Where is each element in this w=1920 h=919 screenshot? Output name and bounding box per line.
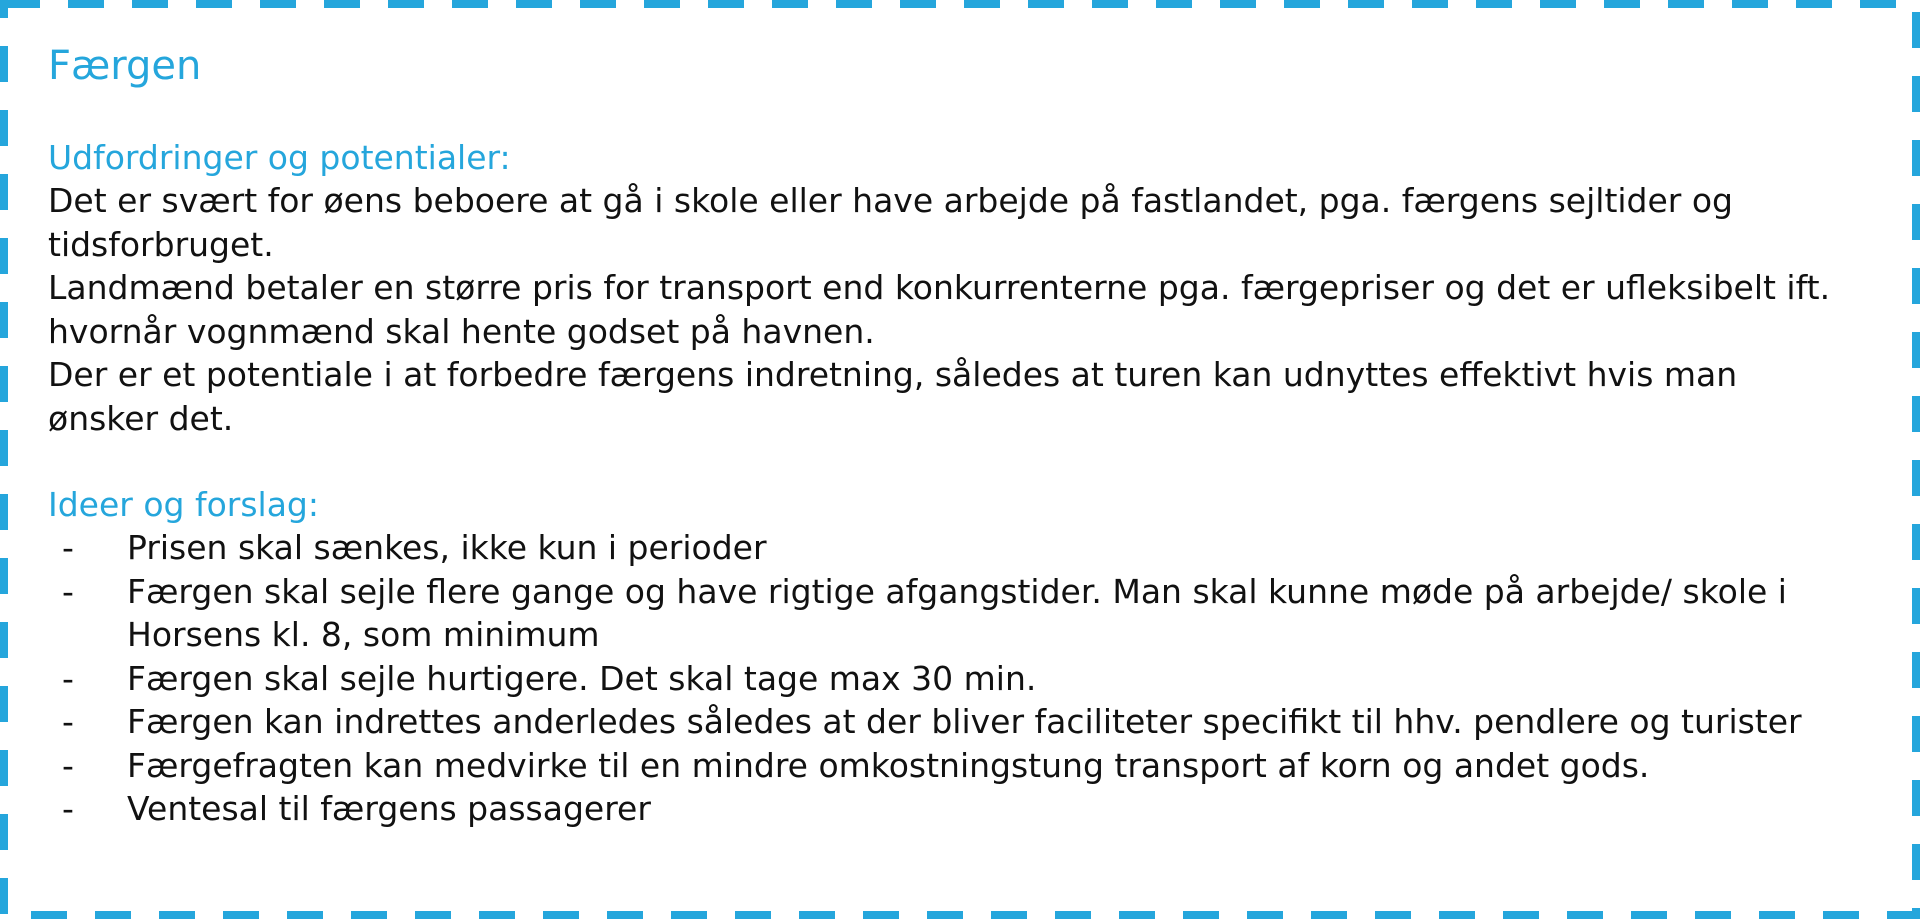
bullet-marker: -: [62, 745, 74, 785]
ideas-list: [48, 526, 1878, 831]
challenge-paragraph: Det er svært for øens beboere at gå i skole eller have arbejde på fastlandet, pga. færgens sejltider og tidsforbruget.: [48, 181, 1733, 264]
challenge-paragraph: Der er et potentiale i at forbedre færgens indretning, således at turen kan udnyttes effektivt hvis man ønsker det.: [48, 355, 1738, 438]
idea-item: [48, 787, 1878, 831]
idea-text: Færgen skal sejle flere gange og have rigtige afgangstider. Man skal kunne møde på arbejde/ skole i Horsens kl. 8, som minimum: [127, 571, 1787, 654]
bullet-marker: -: [62, 789, 74, 828]
page-title: Færgen: [48, 43, 202, 89]
challenges-heading: Udfordringer og potentialer:: [48, 138, 511, 177]
idea-item: [48, 570, 1878, 657]
ideas-section: [48, 483, 1878, 831]
idea-text: Ventesal til færgens passagerer: [127, 789, 651, 828]
idea-item: [48, 744, 1878, 788]
document-content: [48, 38, 1878, 831]
bullet-marker: -: [62, 658, 74, 698]
challenges-section: [48, 136, 1878, 440]
idea-text: Færgen kan indrettes anderledes således at der bliver faciliteter specifikt til hhv. pendlere og turister: [127, 702, 1802, 741]
idea-item: [48, 657, 1878, 701]
bullet-marker: -: [62, 702, 74, 741]
idea-text: Færgefragten kan medvirke til en mindre omkostningstung transport af korn og andet gods.: [127, 745, 1650, 785]
idea-item: [48, 526, 1878, 570]
section-spacer: [48, 440, 1878, 483]
idea-item: [48, 700, 1878, 744]
challenge-paragraph: Landmænd betaler en større pris for transport end konkurrenterne pga. færgepriser og det er ufleksibelt ift. hvornår vognmænd skal hente godset på havnen.: [48, 268, 1831, 351]
bullet-marker: -: [62, 528, 74, 567]
ideas-heading: Ideer og forslag:: [48, 485, 319, 524]
idea-text: Færgen skal sejle hurtigere. Det skal tage max 30 min.: [127, 658, 1037, 698]
idea-text: Prisen skal sænkes, ikke kun i perioder: [127, 528, 767, 567]
bullet-marker: -: [62, 571, 74, 611]
